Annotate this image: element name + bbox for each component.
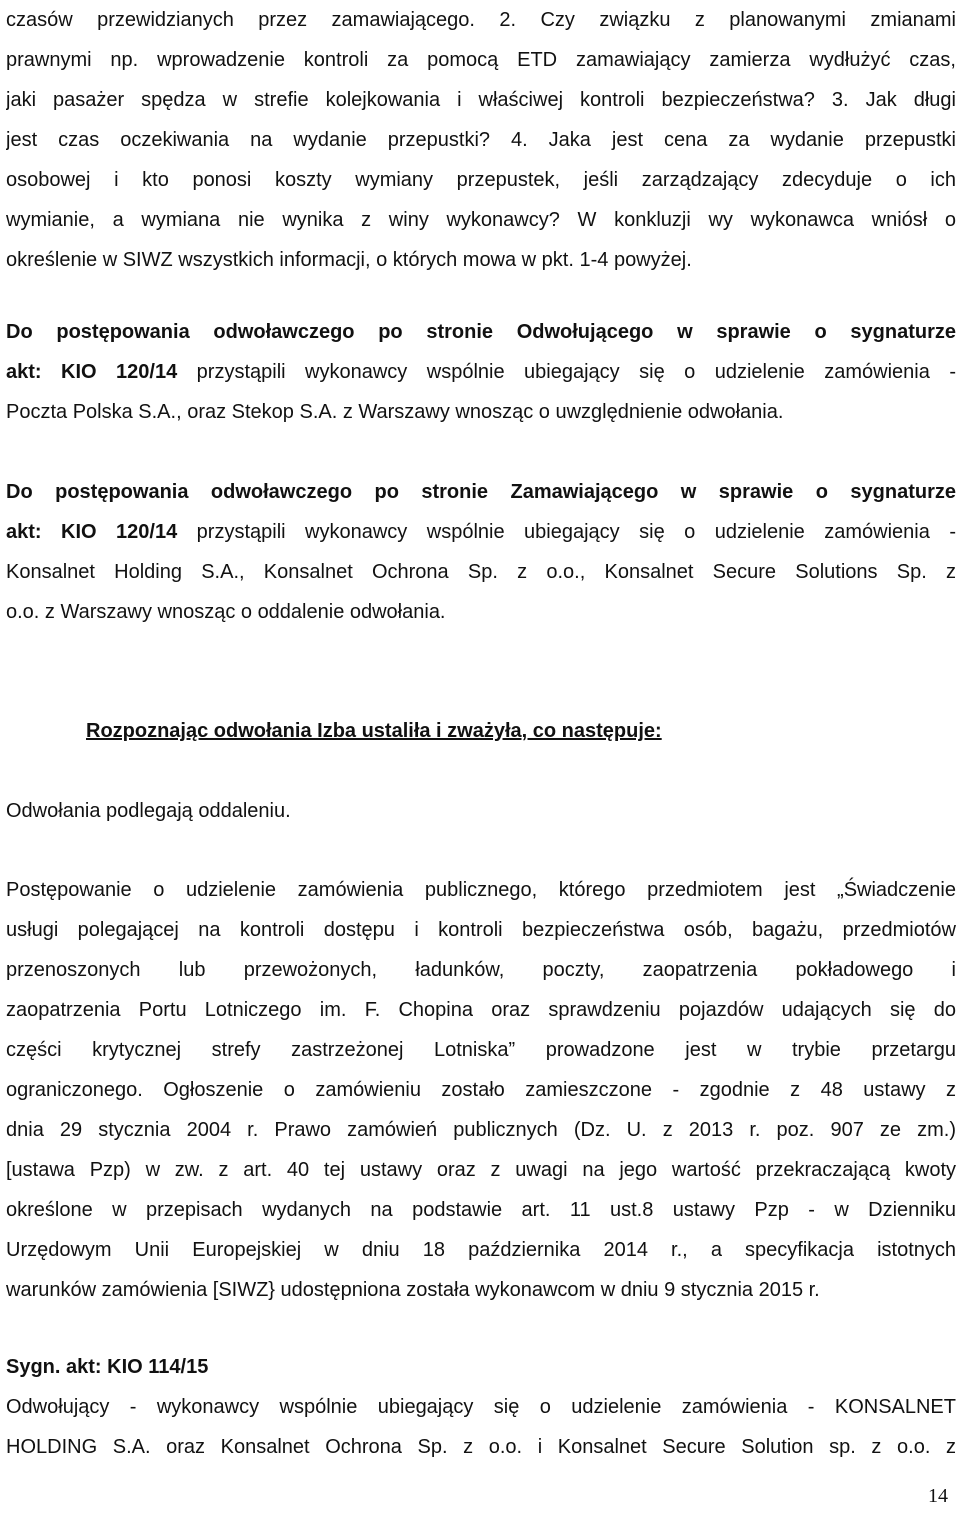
text-line: ograniczonego. Ogłoszenie o zamówieniu zostało zamieszczone - zgodnie z 48 ustawy z xyxy=(6,1079,956,1101)
text-line xyxy=(6,512,956,552)
text-line: Konsalnet Holding S.A., Konsalnet Ochrona Sp. z o.o., Konsalnet Secure Solutions Sp. z xyxy=(6,561,956,583)
text-line: przenoszonych lub przewożonych, ładunków, poczty, zaopatrzenia pokładowego i xyxy=(6,959,956,981)
text-line: zaopatrzenia Portu Lotniczego im. F. Chopina oraz sprawdzeniu pojazdów udających się do xyxy=(6,999,956,1021)
case-signature xyxy=(6,1347,956,1387)
text-line: prawnymi np. wprowadzenie kontroli za pomocą ETD zamawiający zamierza wydłużyć czas, xyxy=(6,49,956,71)
text-line: Odwołania podlegają oddaleniu. xyxy=(6,800,291,822)
zamawiajacy-intervention-paragraph xyxy=(6,472,956,632)
text-line: części krytycznej strefy zastrzeżonej Lotniska” prowadzone jest w trybie przetargu xyxy=(6,1039,956,1061)
text-line: warunków zamówienia [SIWZ} udostępniona została wykonawcom w dniu 9 stycznia 2015 r. xyxy=(6,1279,820,1301)
section-heading: Rozpoznając odwołania Izba ustaliła i zważyła, co następuje: xyxy=(86,720,662,742)
text-line: Postępowanie o udzielenie zamówienia publicznego, którego przedmiotem jest „Świadczenie xyxy=(6,879,956,901)
text-line: o.o. z Warszawy wnosząc o oddalenie odwołania. xyxy=(6,601,446,623)
text-span: przystąpili wykonawcy wspólnie ubiegający się o udzielenie zamówienia - xyxy=(177,521,956,543)
text-line: Odwołujący - wykonawcy wspólnie ubiegający się o udzielenie zamówienia - KONSALNET xyxy=(6,1396,956,1418)
text-line: osobowej i kto ponosi koszty wymiany przepustek, jeśli zarządzający zdecyduje o ich xyxy=(6,169,956,191)
case-ref: akt: KIO 120/14 xyxy=(6,361,178,383)
text-line: określenie w SIWZ wszystkich informacji, o których mowa w pkt. 1-4 powyżej. xyxy=(6,249,692,271)
text-line: jaki pasażer spędza w strefie kolejkowania i właściwej kontroli bezpieczeństwa? 3. Jak długi xyxy=(6,89,956,111)
verdict xyxy=(6,791,956,831)
case-ref: akt: KIO 120/14 xyxy=(6,521,178,543)
text-line: Sygn. akt: KIO 114/15 xyxy=(6,1356,209,1378)
text-line: HOLDING S.A. oraz Konsalnet Ochrona Sp. z o.o. i Konsalnet Secure Solution sp. z o.o. z xyxy=(6,1436,956,1458)
text-line: Do postępowania odwoławczego po stronie Odwołującego w sprawie o sygnaturze xyxy=(6,321,956,343)
text-line: [ustawa Pzp) w zw. z art. 40 tej ustawy oraz z uwagi na jego wartość przekraczającą kwoty xyxy=(6,1159,956,1181)
appellant-paragraph xyxy=(6,1387,956,1467)
text-line: czasów przewidzianych przez zamawiającego. 2. Czy związku z planowanymi zmianami xyxy=(6,9,956,31)
text-line: Poczta Polska S.A., oraz Stekop S.A. z Warszawy wnosząc o uwzględnienie odwołania. xyxy=(6,401,784,423)
text-line: Urzędowym Unii Europejskiej w dniu 18 października 2014 r., a specyfikacja istotnych xyxy=(6,1239,956,1261)
odwolujacy-intervention-paragraph xyxy=(6,312,956,432)
text-line: usługi polegającej na kontroli dostępu i kontroli bezpieczeństwa osób, bagażu, przedmiotów xyxy=(6,919,956,941)
text-line: określone w przepisach wydanych na podstawie art. 11 ust.8 ustawy Pzp - w Dzienniku xyxy=(6,1199,956,1221)
text-line: dnia 29 stycznia 2004 r. Prawo zamówień publicznych (Dz. U. z 2013 r. poz. 907 ze zm.) xyxy=(6,1119,956,1141)
text-span: przystąpili wykonawcy wspólnie ubiegający się o udzielenie zamówienia - xyxy=(177,361,956,383)
proceedings-paragraph xyxy=(6,870,956,1310)
text-line: jest czas oczekiwania na wydanie przepustki? 4. Jaka jest cena za wydanie przepustki xyxy=(6,129,956,151)
text-line xyxy=(6,352,956,392)
intro-paragraph xyxy=(6,0,956,280)
text-line: wymianie, a wymiana nie wynika z winy wykonawcy? W konkluzji wy wykonawca wniósł o xyxy=(6,209,956,231)
page-number: 14 xyxy=(928,1485,948,1507)
text-line: Do postępowania odwoławczego po stronie Zamawiającego w sprawie o sygnaturze xyxy=(6,481,956,503)
